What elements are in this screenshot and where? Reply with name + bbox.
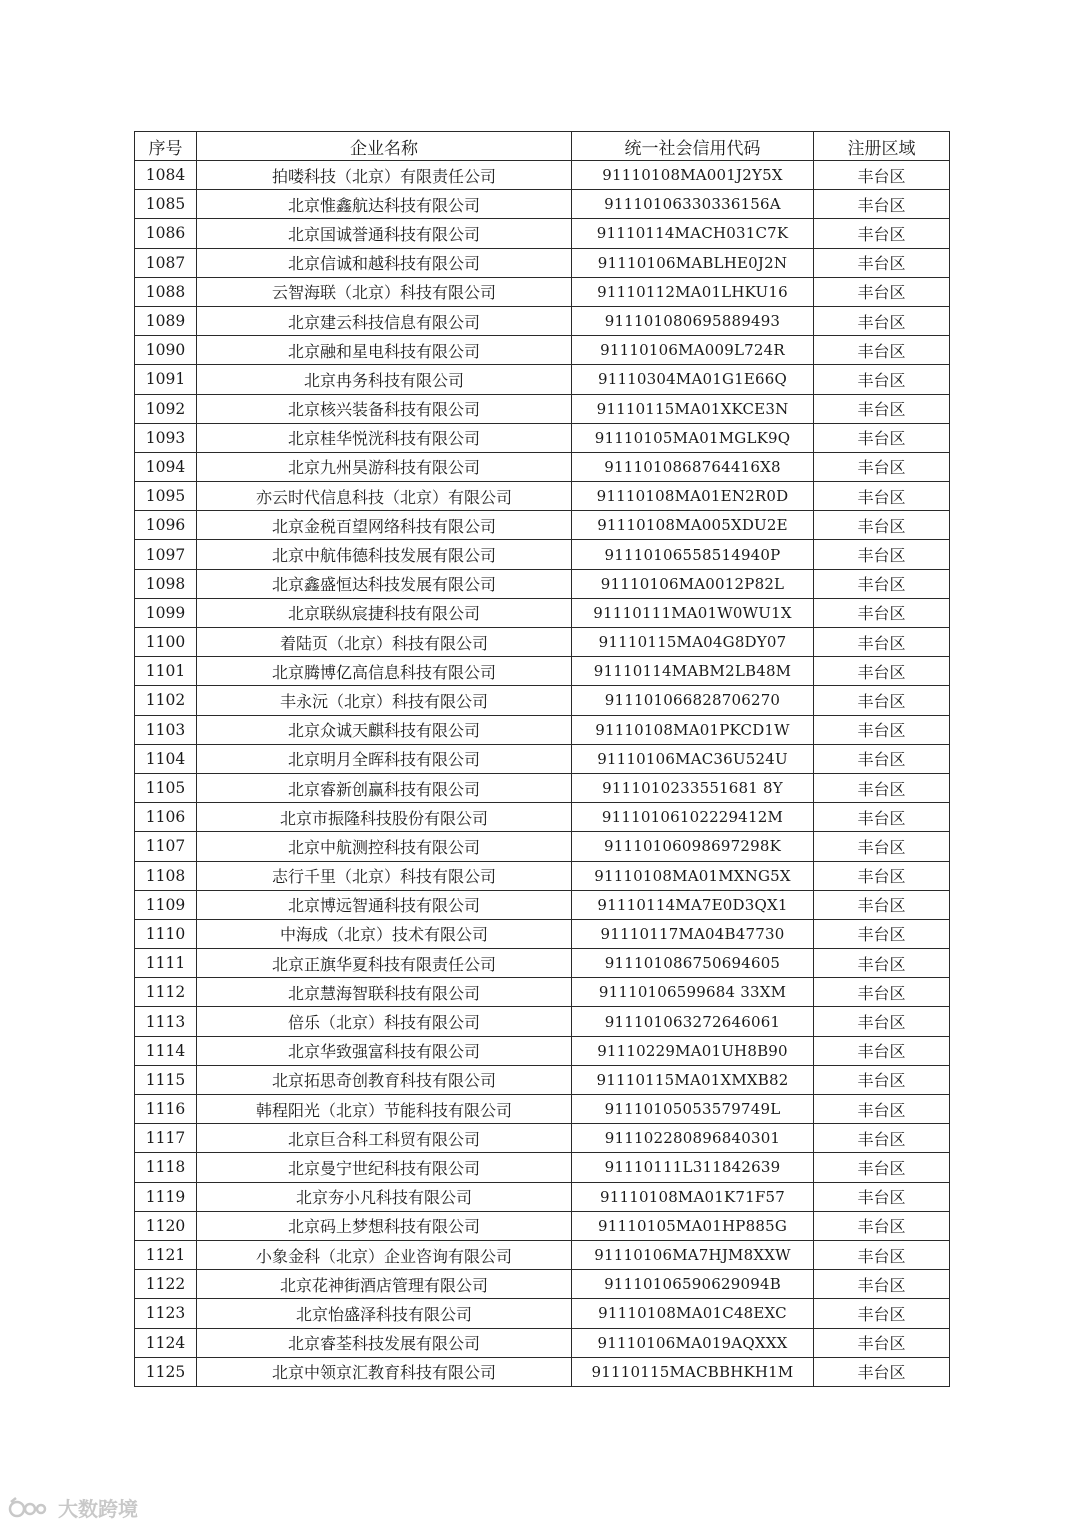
table-row bbox=[135, 336, 950, 365]
cell-seq: 1096 bbox=[135, 511, 197, 540]
cell-company-name: 北京怡盛泽科技有限公司 bbox=[197, 1299, 572, 1328]
cell-region: 丰台区 bbox=[814, 919, 950, 948]
cell-region: 丰台区 bbox=[814, 1153, 950, 1182]
cell-seq: 1086 bbox=[135, 219, 197, 248]
cell-seq: 1122 bbox=[135, 1270, 197, 1299]
cell-company-name: 北京中领京汇教育科技有限公司 bbox=[197, 1357, 572, 1386]
table-row bbox=[135, 715, 950, 744]
table-row bbox=[135, 540, 950, 569]
cell-company-name: 志行千里（北京）科技有限公司 bbox=[197, 861, 572, 890]
cell-company-name: 北京睿新创赢科技有限公司 bbox=[197, 773, 572, 802]
cell-company-name: 北京中航伟德科技发展有限公司 bbox=[197, 540, 572, 569]
table-row bbox=[135, 657, 950, 686]
cell-credit-code: 91110108MA01K71F57 bbox=[572, 1182, 814, 1211]
cell-company-name: 北京中航测控科技有限公司 bbox=[197, 832, 572, 861]
cell-credit-code: 91110106599684 33XM bbox=[572, 978, 814, 1007]
table-row bbox=[135, 919, 950, 948]
table-row bbox=[135, 686, 950, 715]
table-row bbox=[135, 248, 950, 277]
cell-seq: 1099 bbox=[135, 598, 197, 627]
table-row bbox=[135, 978, 950, 1007]
table-row bbox=[135, 277, 950, 306]
cell-company-name: 北京夯小凡科技有限公司 bbox=[197, 1182, 572, 1211]
table-row bbox=[135, 1328, 950, 1357]
table-row bbox=[135, 890, 950, 919]
cell-region: 丰台区 bbox=[814, 1065, 950, 1094]
cell-seq: 1104 bbox=[135, 744, 197, 773]
cell-seq: 1108 bbox=[135, 861, 197, 890]
cell-region: 丰台区 bbox=[814, 511, 950, 540]
cell-credit-code: 9111010868764416X8 bbox=[572, 452, 814, 481]
cell-credit-code: 91110108MA005XDU2E bbox=[572, 511, 814, 540]
cell-company-name: 北京众诚天麒科技有限公司 bbox=[197, 715, 572, 744]
cell-seq: 1093 bbox=[135, 423, 197, 452]
cell-credit-code: 91110108MA01EN2R0D bbox=[572, 482, 814, 511]
cell-credit-code: 91110108MA01MXNG5X bbox=[572, 861, 814, 890]
cell-seq: 1105 bbox=[135, 773, 197, 802]
cell-region: 丰台区 bbox=[814, 949, 950, 978]
cell-region: 丰台区 bbox=[814, 277, 950, 306]
cell-company-name: 中海成（北京）技术有限公司 bbox=[197, 919, 572, 948]
watermark-text: 大数跨境 bbox=[58, 1497, 138, 1521]
cell-seq: 1084 bbox=[135, 161, 197, 190]
cell-region: 丰台区 bbox=[814, 803, 950, 832]
table-row bbox=[135, 1182, 950, 1211]
cell-seq: 1089 bbox=[135, 306, 197, 335]
table-row bbox=[135, 1036, 950, 1065]
cell-company-name: 北京融和星电科技有限公司 bbox=[197, 336, 572, 365]
cell-region: 丰台区 bbox=[814, 248, 950, 277]
cell-region: 丰台区 bbox=[814, 1124, 950, 1153]
table-row bbox=[135, 832, 950, 861]
table-row bbox=[135, 1299, 950, 1328]
cell-company-name: 北京巨合科工科贸有限公司 bbox=[197, 1124, 572, 1153]
cell-company-name: 北京国诚誉通科技有限公司 bbox=[197, 219, 572, 248]
cell-seq: 1095 bbox=[135, 482, 197, 511]
cell-seq: 1107 bbox=[135, 832, 197, 861]
cell-seq: 1125 bbox=[135, 1357, 197, 1386]
cell-seq: 1114 bbox=[135, 1036, 197, 1065]
cell-region: 丰台区 bbox=[814, 1328, 950, 1357]
cell-seq: 1087 bbox=[135, 248, 197, 277]
cell-seq: 1100 bbox=[135, 628, 197, 657]
table-body bbox=[135, 161, 950, 1387]
cell-credit-code: 9111010233551681 8Y bbox=[572, 773, 814, 802]
table-row bbox=[135, 1240, 950, 1269]
cell-credit-code: 91110106MAC36U524U bbox=[572, 744, 814, 773]
cell-credit-code: 91110106MA7HJM8XXW bbox=[572, 1240, 814, 1269]
header-company-name: 企业名称 bbox=[197, 132, 572, 161]
cell-company-name: 云智海联（北京）科技有限公司 bbox=[197, 277, 572, 306]
cell-seq: 1097 bbox=[135, 540, 197, 569]
cell-region: 丰台区 bbox=[814, 1299, 950, 1328]
cell-region: 丰台区 bbox=[814, 1007, 950, 1036]
cell-company-name: 北京信诚和越科技有限公司 bbox=[197, 248, 572, 277]
cell-region: 丰台区 bbox=[814, 423, 950, 452]
cell-seq: 1112 bbox=[135, 978, 197, 1007]
cell-credit-code: 91110108MA01C48EXC bbox=[572, 1299, 814, 1328]
table-row bbox=[135, 482, 950, 511]
cell-company-name: 北京市振隆科技股份有限公司 bbox=[197, 803, 572, 832]
cell-credit-code: 91110117MA04B47730 bbox=[572, 919, 814, 948]
cell-region: 丰台区 bbox=[814, 540, 950, 569]
table-row bbox=[135, 598, 950, 627]
table-row bbox=[135, 1007, 950, 1036]
table-row bbox=[135, 949, 950, 978]
table-row bbox=[135, 365, 950, 394]
cell-region: 丰台区 bbox=[814, 219, 950, 248]
cell-company-name: 倍乐（北京）科技有限公司 bbox=[197, 1007, 572, 1036]
cell-seq: 1088 bbox=[135, 277, 197, 306]
cell-credit-code: 91110106MA009L724R bbox=[572, 336, 814, 365]
cell-credit-code: 91110114MA7E0D3QX1 bbox=[572, 890, 814, 919]
cell-credit-code: 91110115MA01XKCE3N bbox=[572, 394, 814, 423]
cell-credit-code: 91110304MA01G1E66Q bbox=[572, 365, 814, 394]
cell-seq: 1124 bbox=[135, 1328, 197, 1357]
cell-credit-code: 91110108MA01PKCD1W bbox=[572, 715, 814, 744]
cell-credit-code: 911102280896840301 bbox=[572, 1124, 814, 1153]
cell-region: 丰台区 bbox=[814, 773, 950, 802]
cell-seq: 1115 bbox=[135, 1065, 197, 1094]
cell-seq: 1121 bbox=[135, 1240, 197, 1269]
cell-company-name: 北京核兴装备科技有限公司 bbox=[197, 394, 572, 423]
cell-company-name: 北京明月全晖科技有限公司 bbox=[197, 744, 572, 773]
cell-region: 丰台区 bbox=[814, 715, 950, 744]
cell-region: 丰台区 bbox=[814, 744, 950, 773]
cell-seq: 1117 bbox=[135, 1124, 197, 1153]
table-header-row bbox=[135, 132, 950, 161]
cell-region: 丰台区 bbox=[814, 1240, 950, 1269]
cell-credit-code: 91110111MA01W0WU1X bbox=[572, 598, 814, 627]
cell-credit-code: 91110114MABM2LB48M bbox=[572, 657, 814, 686]
table-row bbox=[135, 1153, 950, 1182]
cell-credit-code: 911101080695889493 bbox=[572, 306, 814, 335]
cell-seq: 1110 bbox=[135, 919, 197, 948]
watermark bbox=[8, 1493, 138, 1522]
table-row bbox=[135, 1124, 950, 1153]
cell-company-name: 北京曼宁世纪科技有限公司 bbox=[197, 1153, 572, 1182]
cell-region: 丰台区 bbox=[814, 657, 950, 686]
company-table-container bbox=[134, 131, 949, 1387]
cell-company-name: 北京睿荃科技发展有限公司 bbox=[197, 1328, 572, 1357]
table-row bbox=[135, 452, 950, 481]
cell-region: 丰台区 bbox=[814, 569, 950, 598]
cell-company-name: 北京华致强富科技有限公司 bbox=[197, 1036, 572, 1065]
cell-region: 丰台区 bbox=[814, 452, 950, 481]
cell-seq: 1092 bbox=[135, 394, 197, 423]
table-row bbox=[135, 306, 950, 335]
cell-company-name: 北京码上梦想科技有限公司 bbox=[197, 1211, 572, 1240]
cell-credit-code: 911101063272646061 bbox=[572, 1007, 814, 1036]
cell-credit-code: 91110106590629094B bbox=[572, 1270, 814, 1299]
cell-seq: 1111 bbox=[135, 949, 197, 978]
cell-seq: 1109 bbox=[135, 890, 197, 919]
table-row bbox=[135, 1357, 950, 1386]
cell-seq: 1091 bbox=[135, 365, 197, 394]
header-seq: 序号 bbox=[135, 132, 197, 161]
cell-seq: 1119 bbox=[135, 1182, 197, 1211]
table-row bbox=[135, 744, 950, 773]
cell-credit-code: 91110105MA01HP885G bbox=[572, 1211, 814, 1240]
cell-seq: 1103 bbox=[135, 715, 197, 744]
table-row bbox=[135, 628, 950, 657]
table-row bbox=[135, 1270, 950, 1299]
table-row bbox=[135, 569, 950, 598]
cell-region: 丰台区 bbox=[814, 190, 950, 219]
cell-credit-code: 91110106102229412M bbox=[572, 803, 814, 832]
cell-credit-code: 911101086750694605 bbox=[572, 949, 814, 978]
cell-credit-code: 91110106098697298K bbox=[572, 832, 814, 861]
cell-region: 丰台区 bbox=[814, 365, 950, 394]
cell-region: 丰台区 bbox=[814, 978, 950, 1007]
table-row bbox=[135, 773, 950, 802]
cell-company-name: 北京桂华悦洸科技有限公司 bbox=[197, 423, 572, 452]
cell-company-name: 北京九州昊游科技有限公司 bbox=[197, 452, 572, 481]
cell-region: 丰台区 bbox=[814, 832, 950, 861]
cell-region: 丰台区 bbox=[814, 628, 950, 657]
cell-credit-code: 91110115MACBBHKH1M bbox=[572, 1357, 814, 1386]
cell-region: 丰台区 bbox=[814, 1357, 950, 1386]
cell-credit-code: 91110115MA04G8DY07 bbox=[572, 628, 814, 657]
table-row bbox=[135, 803, 950, 832]
cell-seq: 1106 bbox=[135, 803, 197, 832]
cell-company-name: 北京慧海智联科技有限公司 bbox=[197, 978, 572, 1007]
cell-credit-code: 91110106MA019AQXXX bbox=[572, 1328, 814, 1357]
cell-seq: 1101 bbox=[135, 657, 197, 686]
cell-region: 丰台区 bbox=[814, 1036, 950, 1065]
table-row bbox=[135, 394, 950, 423]
cell-region: 丰台区 bbox=[814, 306, 950, 335]
cell-region: 丰台区 bbox=[814, 482, 950, 511]
cell-company-name: 小象金科（北京）企业咨询有限公司 bbox=[197, 1240, 572, 1269]
cell-company-name: 亦云时代信息科技（北京）有限公司 bbox=[197, 482, 572, 511]
cell-company-name: 韩程阳光（北京）节能科技有限公司 bbox=[197, 1095, 572, 1124]
cell-company-name: 北京金税百望网络科技有限公司 bbox=[197, 511, 572, 540]
cell-region: 丰台区 bbox=[814, 1182, 950, 1211]
cell-region: 丰台区 bbox=[814, 861, 950, 890]
cell-credit-code: 91110106558514940P bbox=[572, 540, 814, 569]
cell-region: 丰台区 bbox=[814, 161, 950, 190]
cell-credit-code: 91110105MA01MGLK9Q bbox=[572, 423, 814, 452]
cell-company-name: 北京建云科技信息有限公司 bbox=[197, 306, 572, 335]
table-row bbox=[135, 219, 950, 248]
brand-logo-icon bbox=[8, 1496, 52, 1520]
cell-seq: 1118 bbox=[135, 1153, 197, 1182]
table-row bbox=[135, 161, 950, 190]
table-row bbox=[135, 1211, 950, 1240]
cell-credit-code: 91110114MACH031C7K bbox=[572, 219, 814, 248]
cell-credit-code: 91110112MA01LHKU16 bbox=[572, 277, 814, 306]
cell-region: 丰台区 bbox=[814, 598, 950, 627]
cell-company-name: 着陆页（北京）科技有限公司 bbox=[197, 628, 572, 657]
cell-region: 丰台区 bbox=[814, 1211, 950, 1240]
company-table bbox=[134, 131, 950, 1387]
cell-company-name: 北京腾博亿高信息科技有限公司 bbox=[197, 657, 572, 686]
cell-credit-code: 91110108MA001J2Y5X bbox=[572, 161, 814, 190]
cell-seq: 1113 bbox=[135, 1007, 197, 1036]
table-row bbox=[135, 1095, 950, 1124]
cell-company-name: 北京拓思奇创教育科技有限公司 bbox=[197, 1065, 572, 1094]
cell-company-name: 北京正旗华夏科技有限责任公司 bbox=[197, 949, 572, 978]
cell-region: 丰台区 bbox=[814, 890, 950, 919]
cell-seq: 1085 bbox=[135, 190, 197, 219]
cell-seq: 1120 bbox=[135, 1211, 197, 1240]
cell-company-name: 北京鑫盛恒达科技发展有限公司 bbox=[197, 569, 572, 598]
cell-region: 丰台区 bbox=[814, 1270, 950, 1299]
cell-seq: 1116 bbox=[135, 1095, 197, 1124]
cell-credit-code: 91110106330336156A bbox=[572, 190, 814, 219]
table-row bbox=[135, 190, 950, 219]
cell-seq: 1090 bbox=[135, 336, 197, 365]
cell-seq: 1102 bbox=[135, 686, 197, 715]
cell-credit-code: 91110106MABLHE0J2N bbox=[572, 248, 814, 277]
cell-region: 丰台区 bbox=[814, 1095, 950, 1124]
cell-seq: 1098 bbox=[135, 569, 197, 598]
cell-credit-code: 91110111L311842639 bbox=[572, 1153, 814, 1182]
cell-company-name: 北京惟鑫航达科技有限公司 bbox=[197, 190, 572, 219]
cell-credit-code: 91110229MA01UH8B90 bbox=[572, 1036, 814, 1065]
cell-credit-code: 91110105053579749L bbox=[572, 1095, 814, 1124]
header-region: 注册区域 bbox=[814, 132, 950, 161]
table-row bbox=[135, 861, 950, 890]
table-row bbox=[135, 1065, 950, 1094]
cell-company-name: 拍喽科技（北京）有限责任公司 bbox=[197, 161, 572, 190]
cell-company-name: 北京花神街酒店管理有限公司 bbox=[197, 1270, 572, 1299]
cell-credit-code: 91110106MA0012P82L bbox=[572, 569, 814, 598]
cell-company-name: 北京冉务科技有限公司 bbox=[197, 365, 572, 394]
cell-region: 丰台区 bbox=[814, 394, 950, 423]
cell-region: 丰台区 bbox=[814, 686, 950, 715]
cell-company-name: 北京联纵宸捷科技有限公司 bbox=[197, 598, 572, 627]
cell-region: 丰台区 bbox=[814, 336, 950, 365]
table-row bbox=[135, 423, 950, 452]
cell-credit-code: 911101066828706270 bbox=[572, 686, 814, 715]
cell-credit-code: 91110115MA01XMXB82 bbox=[572, 1065, 814, 1094]
cell-seq: 1094 bbox=[135, 452, 197, 481]
cell-company-name: 北京博远智通科技有限公司 bbox=[197, 890, 572, 919]
table-row bbox=[135, 511, 950, 540]
cell-company-name: 丰永沅（北京）科技有限公司 bbox=[197, 686, 572, 715]
cell-seq: 1123 bbox=[135, 1299, 197, 1328]
header-credit-code: 统一社会信用代码 bbox=[572, 132, 814, 161]
